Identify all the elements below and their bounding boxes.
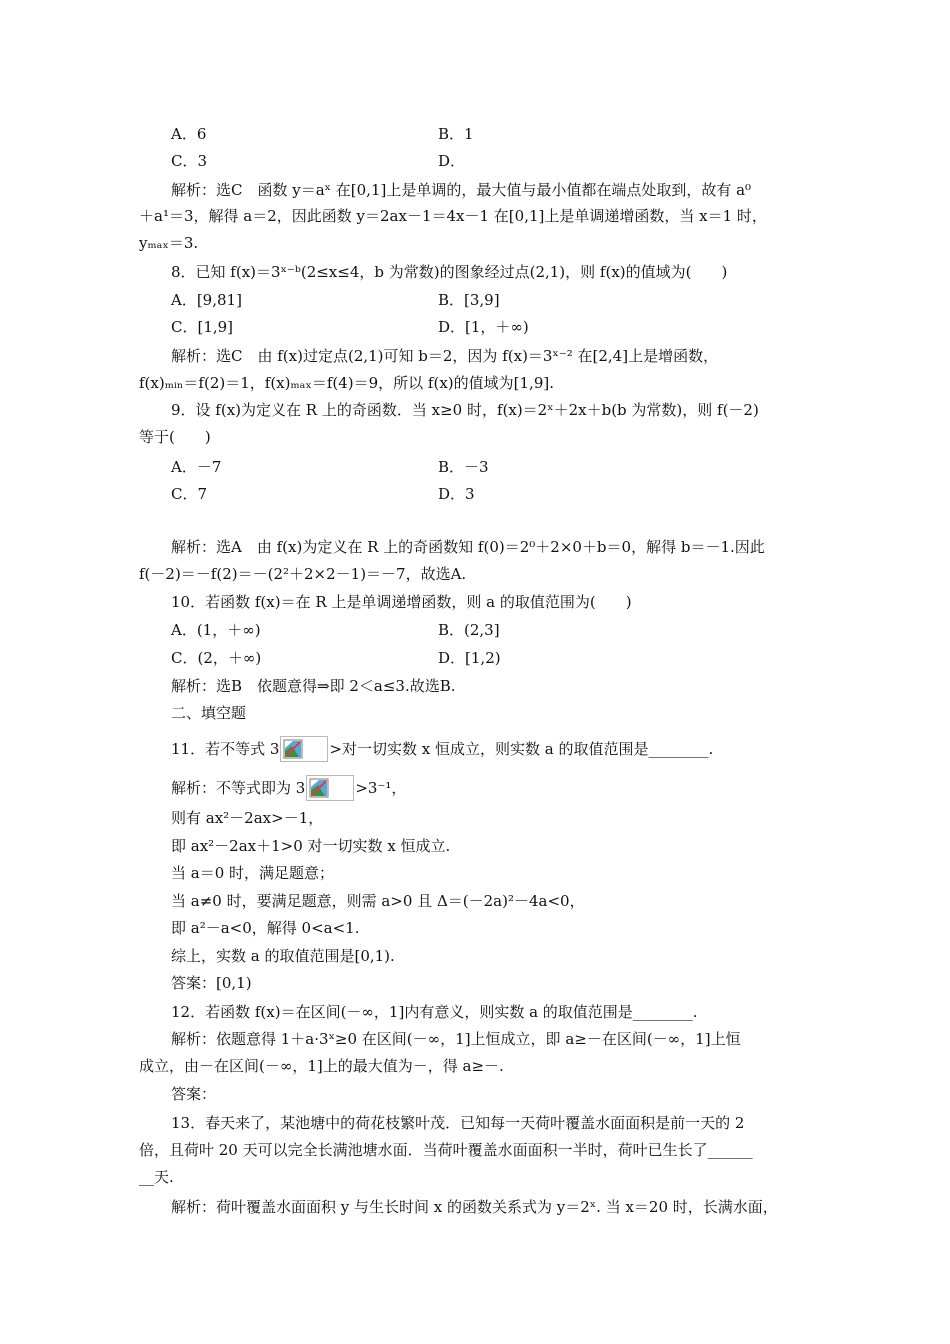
option-left: A．[9,81] [171,291,242,309]
text-segment: >对一切实数 x 恒成立，则实数 a 的取值范围是________. [329,740,714,758]
text-line: 解析：选C 由 f(x)过定点(2,1)可知 b＝2，因为 f(x)＝3ˣ⁻² 在[2,4]上是增函数， [171,347,719,365]
text-line: 则有 ax²－2ax>－1， [171,809,324,827]
option-right: B．(2,3] [438,621,500,639]
text-line: 当 a＝0 时，满足题意； [171,864,335,882]
text-line: 当 a≠0 时，要满足题意，则需 a>0 且 Δ＝(－2a)²－4a<0， [171,892,585,910]
text-line: 解析：选C 函数 y＝aˣ 在[0,1]上是单调的，最大值与最小值都在端点处取到，故有 a⁰ [171,181,752,199]
option-left: A．6 [171,125,207,143]
text-line: __天. [139,1168,174,1186]
text-line [171,775,406,801]
text-line: 即 a²－a<0，解得 0<a<1. [171,919,360,937]
broken-image-icon [280,736,328,762]
option-right: B．[3,9] [438,291,500,309]
text-line: 倍，且荷叶 20 天可以完全长满池塘水面．当荷叶覆盖水面面积一半时，荷叶已生长了______ [139,1141,753,1159]
text-segment: 11．若不等式 3 [171,740,280,758]
option-right: D． [438,152,466,170]
text-line: 13．春天来了，某池塘中的荷花枝繁叶茂．已知每一天荷叶覆盖水面面积是前一天的 2 [171,1114,745,1132]
text-line: 二、填空题 [171,704,247,722]
text-line: yₘₐₓ＝3. [139,234,199,252]
text-line: 综上，实数 a 的取值范围是[0,1). [171,947,395,965]
text-line: f(x)ₘᵢₙ＝f(2)＝1，f(x)ₘₐₓ＝f(4)＝9，所以 f(x)的值域为[1,9]. [139,374,554,392]
text-line: 解析：选B 依题意得⇒即 2＜a≤3.故选B. [171,677,456,695]
text-line: 解析：依题意得 1＋a·3ˣ≥0 在区间(－∞，1]上恒成立，即 a≥－在区间(－∞，1]上恒 [171,1030,741,1048]
text-line: 成立，由－在区间(－∞，1]上的最大值为－，得 a≥－. [139,1057,504,1075]
broken-image-icon [306,775,354,801]
option-right: B．1 [438,125,474,143]
text-line: 8．已知 f(x)＝3ˣ⁻ᵇ(2≤x≤4，b 为常数)的图象经过点(2,1)，则 f(x)的值域为( ) [171,263,728,281]
text-line: 等于( ) [139,428,211,446]
text-line: 12．若函数 f(x)＝在区间(－∞，1]内有意义，则实数 a 的取值范围是________. [171,1003,698,1021]
option-left: C．(2，＋∞) [171,649,262,667]
text-line: 解析：荷叶覆盖水面面积 y 与生长时间 x 的函数关系式为 y＝2ˣ. 当 x＝20 时，长满水面， [171,1198,778,1216]
option-left: C．3 [171,152,208,170]
text-line: 答案： [171,1085,217,1103]
option-left: C．[1,9] [171,318,234,336]
text-segment: 解析：不等式即为 3 [171,779,306,797]
image-placeholder-icon [283,739,303,759]
text-line: ＋a¹＝3，解得 a＝2，因此函数 y＝2ax－1＝4x－1 在[0,1]上是单调递增函数，当 x＝1 时， [139,207,767,225]
option-right: B．－3 [438,458,489,476]
text-segment: >3⁻¹， [355,779,407,797]
option-right: D．[1，＋∞) [438,318,529,336]
image-placeholder-icon [309,778,329,798]
text-line [171,736,713,762]
text-line: f(－2)＝－f(2)＝－(2²＋2×2－1)＝－7，故选A. [139,565,467,583]
text-line: 答案：[0,1) [171,974,252,992]
option-right: D．3 [438,485,475,503]
text-line: 9．设 f(x)为定义在 R 上的奇函数．当 x≥0 时，f(x)＝2ˣ＋2x＋b(b 为常数)，则 f(－2) [171,401,759,419]
option-right: D．[1,2) [438,649,501,667]
text-line: 10．若函数 f(x)＝在 R 上是单调递增函数，则 a 的取值范围为( ) [171,593,632,611]
option-left: A．－7 [171,458,222,476]
text-line: 解析：选A 由 f(x)为定义在 R 上的奇函数知 f(0)＝2⁰＋2×0＋b＝0，解得 b＝－1.因此 [171,538,765,556]
option-left: A．(1，＋∞) [171,621,261,639]
text-line: 即 ax²－2ax＋1>0 对一切实数 x 恒成立. [171,837,451,855]
option-left: C．7 [171,485,208,503]
